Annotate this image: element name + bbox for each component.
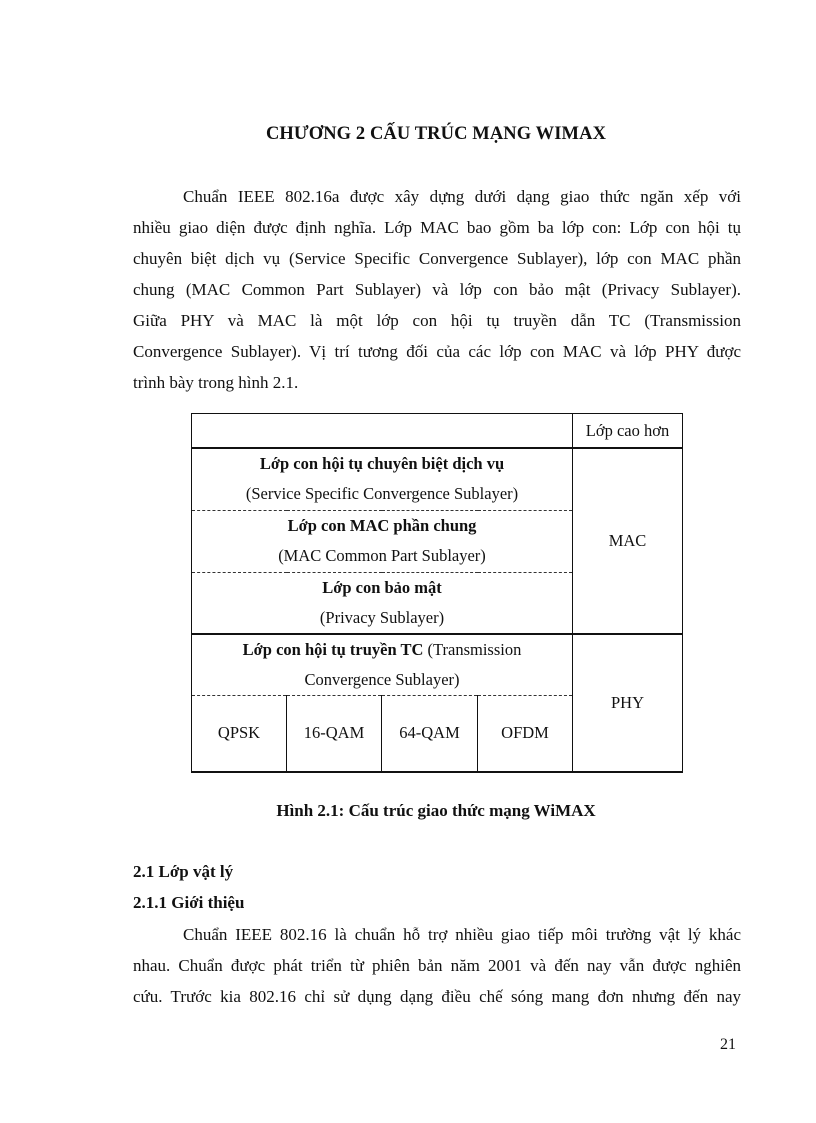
privacy-sublayer (192, 572, 573, 634)
intro-line: Convergence Sublayer). Vị trí tương đối của các lớp con MAC và lớp PHY được (133, 342, 741, 361)
modulation-16qam: 16-QAM (287, 696, 382, 772)
intro-paragraph (133, 181, 741, 398)
phy-label: PHY (573, 634, 683, 772)
mac-common-part-sublayer (192, 510, 573, 572)
body-line: cứu. Trước kia 802.16 chỉ sử dụng dạng điều chế sóng mang đơn nhưng đến nay (133, 987, 741, 1006)
intro-line: Chuẩn IEEE 802.16a được xây dựng dưới dạng giao thức ngăn xếp với (183, 187, 741, 206)
modulation-ofdm: OFDM (478, 696, 573, 772)
figure-caption: Hình 2.1: Cấu trúc giao thức mạng WiMAX (276, 801, 596, 820)
modulation-qpsk: QPSK (192, 696, 287, 772)
intro-line: Giữa PHY và MAC là một lớp con hội tụ truyền dẫn TC (Transmission (133, 311, 741, 330)
intro-line: trình bày trong hình 2.1. (133, 373, 299, 392)
sublayer-title: Lớp con bảo mật (322, 577, 442, 597)
tc-line-2: Convergence Sublayer) (304, 670, 460, 689)
subsection-heading: 2.1.1 Giới thiệu (133, 893, 245, 912)
protocol-stack-table (191, 413, 683, 773)
tc-title: Lớp con hội tụ truyền TC (242, 640, 424, 659)
sublayer-title: Lớp con hội tụ chuyên biệt dịch vụ (259, 454, 505, 474)
sublayer-subtitle: (Privacy Sublayer) (319, 607, 445, 627)
section-heading: 2.1 Lớp vật lý (133, 862, 234, 881)
chapter-title: CHƯƠNG 2 CẤU TRÚC MẠNG WIMAX (265, 124, 607, 144)
body-paragraph (133, 919, 741, 1012)
tc-rest-1: (Transmission (423, 640, 522, 659)
body-line: Chuẩn IEEE 802.16 là chuẩn hỗ trợ nhiều giao tiếp môi trường vật lý khác (183, 925, 741, 944)
body-line: nhau. Chuẩn được phát triển từ phiên bản năm 2001 và đến nay vẫn được nghiên (133, 956, 741, 975)
transmission-convergence-sublayer (192, 634, 573, 696)
intro-line: nhiều giao diện được định nghĩa. Lớp MAC bao gồm ba lớp con: Lớp con hội tụ (133, 218, 741, 237)
protocol-stack-figure (191, 413, 682, 771)
sublayer-subtitle: (Service Specific Convergence Sublayer) (245, 484, 519, 504)
tc-line-1 (192, 635, 572, 665)
sublayer-title: Lớp con MAC phần chung (287, 516, 477, 535)
intro-line: chung (MAC Common Part Sublayer) và lớp con bảo mật (Privacy Sublayer). (133, 280, 741, 299)
mac-label: MAC (573, 448, 683, 634)
empty-top-cell (192, 414, 573, 449)
intro-line: chuyên biệt dịch vụ (Service Specific Convergence Sublayer), lớp con MAC phần (133, 249, 741, 268)
sublayer-subtitle: (MAC Common Part Sublayer) (278, 546, 486, 565)
modulation-64qam: 64-QAM (382, 696, 478, 772)
page-number: 21 (720, 1036, 736, 1053)
upper-layer-label: Lớp cao hơn (573, 414, 683, 449)
service-specific-sublayer (192, 448, 573, 510)
